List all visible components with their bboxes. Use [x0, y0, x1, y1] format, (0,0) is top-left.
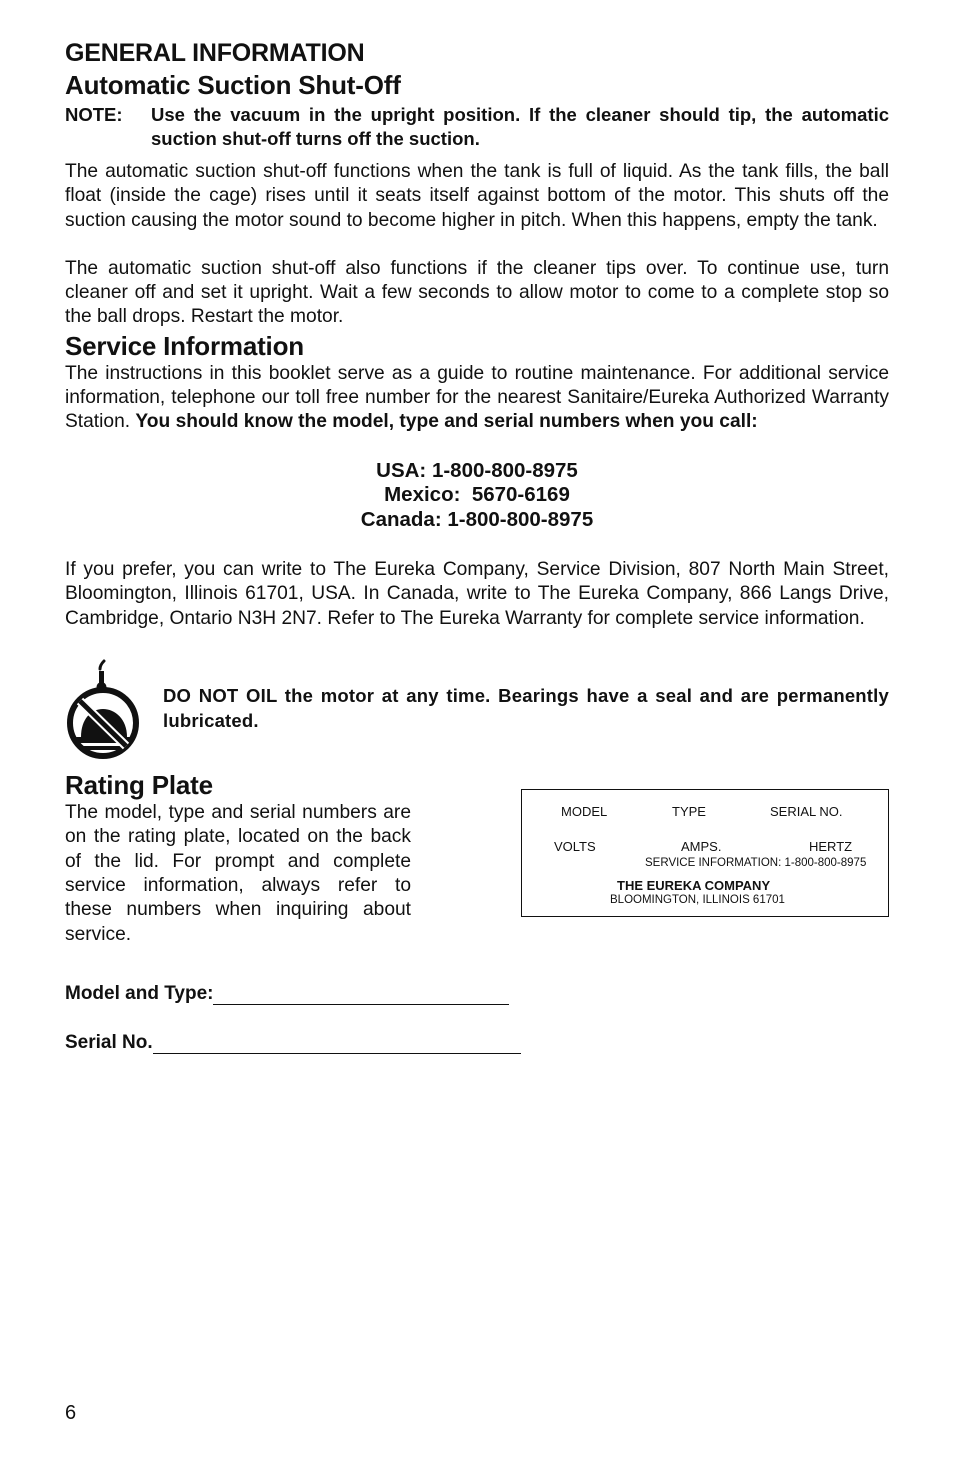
rating-plate-description: The model, type and serial numbers are on the rating plate, located on the back of the lid. For prompt and complete service information, always refer to these numbers when inquiring about service. [65, 802, 411, 945]
plate-company-name: THE EUREKA COMPANY [617, 878, 771, 894]
suction-paragraph-1: The automatic suction shut-off functions when the tank is full of liquid. As the tank fills, the ball float (inside the cage) rises until it seats itself against bottom of the motor. This shuts off the suction causing the motor sound to become higher in pitch. When this happens, empty the tank. [65, 161, 889, 231]
plate-model-label: MODEL [561, 804, 608, 820]
suction-shutoff-heading: Automatic Suction Shut-Off [65, 70, 401, 100]
service-information-heading: Service Information [65, 330, 304, 361]
page-number: 6 [65, 1402, 77, 1424]
plate-volts-label: VOLTS [554, 839, 596, 855]
no-oil-icon [65, 657, 147, 769]
general-information-heading: GENERAL INFORMATION [65, 39, 365, 67]
serial-label: Serial No. [65, 1031, 153, 1053]
service-address: If you prefer, you can write to The Eureka Company, Service Division, 807 North Main Street, Bloomington, Illinois 61701, USA. In Canada, write to The Eureka Company, 866 Langs Drive, Cambridge, Ontario N3H 2N7. Refer to The Eureka Warranty for complete service information. [65, 559, 889, 629]
suction-note [65, 103, 889, 151]
rating-plate-diagram [521, 789, 889, 917]
note-label: NOTE: [65, 104, 123, 125]
service-intro-bold: You should know the model, type and serial numbers when you call: [135, 411, 758, 433]
suction-paragraph-2: The automatic suction shut-off also functions if the cleaner tips over. To continue use, turn cleaner off and set it upright. Wait a few seconds to allow motor to come to a complete stop so the ball drops. Restart the motor. [65, 257, 889, 328]
rating-plate-heading: Rating Plate [65, 770, 213, 801]
serial-field[interactable] [65, 1030, 889, 1054]
plate-company-location: BLOOMINGTON, ILLINOIS 61701 [610, 894, 785, 907]
oil-warning-text: DO NOT OIL the motor at any time. Bearings have a seal and are permanently lubricated. [163, 685, 889, 732]
model-type-field[interactable] [65, 981, 889, 1005]
plate-amps-label: AMPS. [681, 839, 722, 855]
phone-usa: USA: 1-800-800-8975 [376, 458, 578, 482]
plate-type-label: TYPE [672, 804, 706, 820]
service-intro [65, 362, 889, 435]
phone-canada: Canada: 1-800-800-8975 [360, 507, 594, 531]
phone-mexico: Mexico: 5670-6169 [384, 483, 570, 507]
plate-service-info: SERVICE INFORMATION: 1-800-800-8975 [645, 857, 867, 870]
manual-page [65, 38, 889, 1054]
rating-plate-section [65, 801, 889, 947]
service-intro-text: The instructions in this booklet serve as a guide to routine maintenance. For additional service information, telephone our toll free number for the nearest Sanitaire/Eureka Authorized Warranty Station. [65, 362, 889, 433]
model-type-label: Model and Type: [65, 982, 214, 1004]
oil-warning [65, 657, 889, 769]
phone-numbers [65, 459, 889, 533]
plate-serial-label: SERIAL NO. [770, 804, 843, 820]
model-type-line[interactable] [213, 986, 509, 1005]
note-text: Use the vacuum in the upright position. If the cleaner should tip, the automatic suction shut-off turns off the suction. [151, 104, 889, 149]
serial-line[interactable] [153, 1035, 521, 1054]
plate-hertz-label: HERTZ [809, 839, 853, 855]
record-fields [65, 981, 889, 1054]
